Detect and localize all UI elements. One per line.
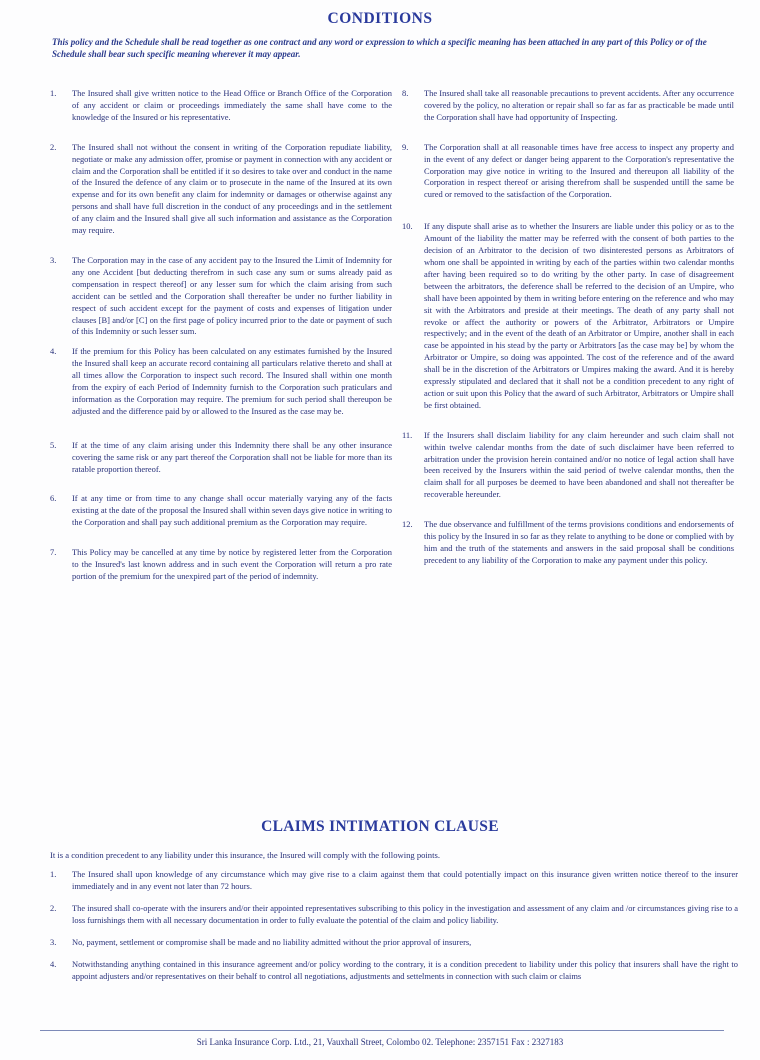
condition-text: If at the time of any claim arising under this Indemnity there shall be any other insurance covering the same risk or any part thereof the Corporation shall not be liable for more than its ratable proportion thereof. — [72, 439, 392, 474]
claims-number: 1. — [50, 869, 57, 879]
condition-number: 11. — [402, 429, 413, 440]
condition-text: The Insured shall not without the consent in writing of the Corporation repudiate liability, negotiate or make any admission offer, promise or payment in connection with any accident or claim and the Corporation shall be entitled if it so desires to take over and conduct in the name of the Insured the defence of any claim or to prosecute in the name of the Insured at its own expense and for its own benefit any claim for indemnity or damages or otherwise against any persons and shall have full discretion in the conduct of any proceedings and in the settlement of any claim and the Insured shall give all such information and assistance as the Corporation may require. — [72, 141, 392, 236]
condition-item — [50, 142, 392, 237]
condition-number: 1. — [50, 88, 57, 98]
condition-text: The Corporation may in the case of any accident pay to the Insured the Limit of Indemnity for any one Accident [but deducting therefrom in such case any sum or sums already paid as compensation in respect thereof] or any lesser sum for which the claim arising from such accident can be settled and the Corporation shall thereafter be under no further liability in respect of such accident except for the payment of costs and expenses of litigation under clauses [B] and/or [C] on the first page of policy incurred prior to the date or payment of such of this Indemnity or such lesser sum. — [72, 254, 392, 337]
claims-item — [50, 936, 738, 948]
condition-item — [402, 519, 734, 567]
claims-list — [50, 868, 738, 982]
condition-item — [50, 346, 392, 417]
condition-number: 6. — [50, 493, 57, 504]
conditions-left-column — [50, 88, 392, 583]
condition-number: 7. — [50, 547, 57, 558]
condition-text: The due observance and fulfillment of the terms provisions conditions and endorsements of this policy by the Insured in so far as they relate to anything to be done or complied with by him and the truth of the statements and answers in the said proposal shall be conditions precedent to any liability of the Corporation to make any payment under this policy. — [424, 519, 735, 565]
claims-item — [50, 868, 738, 892]
condition-item — [50, 255, 392, 338]
condition-item — [50, 547, 392, 583]
condition-item — [402, 88, 734, 124]
condition-number: 10. — [402, 221, 413, 232]
condition-text: The Insured shall take all reasonable precautions to prevent accidents. After any occurrence covered by the policy, no alteration or repair shall so far as far as practicable be made until the Corporation shall have had opportunity of Inspecting. — [424, 88, 734, 122]
condition-number: 9. — [402, 141, 409, 152]
condition-text: The Insured shall give written notice to the Head Office or Branch Office of the Corporation of any accident or claim or proceedings immediately the same shall have come to the knowledge of the Insured or his representative. — [72, 88, 392, 122]
page-title: CONDITIONS — [327, 10, 433, 27]
conditions-right-column — [402, 88, 734, 567]
condition-number: 8. — [402, 88, 409, 98]
claims-intro: It is a condition precedent to any liability under this insurance, the Insured will comply with the following points. — [50, 850, 440, 860]
claims-text: The insured shall co-operate with the insurers and/or their appointed representatives subscribing to this policy in the investigation and assessment of any claim and /or circumstances giving rise to a loss furnishings them with all necessary documentation in order to fully evaluate the potential of the claim and policy liability. — [72, 903, 738, 925]
footer-divider — [40, 1030, 724, 1031]
claims-item — [50, 902, 738, 926]
condition-item — [50, 440, 392, 476]
condition-number: 5. — [50, 439, 57, 450]
claims-text: Notwithstanding anything contained in this insurance agreement and/or policy wording to the contrary, it is a condition precedent to liability under this policy that insurers shall have the right to appoint adjusters and/or representatives on their behalf to control all negotiations, adjustments and settelments in connection with such claim or claims — [72, 959, 738, 981]
condition-text: If at any time or from time to any change shall occur materially varying any of the facts existing at the date of the proposal the Insured shall within seven days give notice in writing to the Corporation and shall pay such additional premium as the Corporation may require. — [72, 493, 392, 528]
condition-item — [402, 142, 734, 202]
condition-number: 4. — [50, 346, 57, 357]
intro-paragraph: This policy and the Schedule shall be read together as one contract and any word or expression to which a specific meaning has been attached in any part of this Policy or of the Schedule shall bear such specific meaning wherever it may appear. — [52, 37, 707, 59]
claims-section-title: CLAIMS INTIMATION CLAUSE — [261, 818, 499, 835]
claims-item — [50, 958, 738, 982]
condition-item — [50, 88, 392, 124]
claims-text: The Insured shall upon knowledge of any circumstance which may give rise to a claim against them that could potentially impact on this insurance given written notice thereof to the insurer immediately and in any event not later than 72 hours. — [72, 869, 738, 891]
condition-number: 3. — [50, 254, 57, 265]
condition-text: If the Insurers shall disclaim liability for any claim hereunder and such claim shall not within twelve calendar months from the date of such disclaimer have been referred to arbitration under the provision herein contained and/or no notice of legal action shall have been received by the Insurers within the said period of twelve calendar months, then the claim shall for all purposes be deemed to have been abandoned and shall not thereafter be recoverable hereunder. — [424, 429, 734, 500]
condition-number: 2. — [50, 141, 57, 152]
condition-text: The Corporation shall at all reasonable times have free access to inspect any property and in the event of any defect or danger being apparent to the Corporation's representative the Corporation may give notice in writing to the Insured and thereupon all liability of the Corporation in respect thereof or arising therefrom shall be suspended untill the same be cured or removed to the satisfaction of the Corporation. — [424, 141, 734, 200]
claims-number: 4. — [50, 959, 57, 969]
condition-item — [402, 430, 734, 501]
condition-text: This Policy may be cancelled at any time by notice by registered letter from the Corporation to the Insured's last known address and in such event the Corporation will return a pro rate portion of the premium for the unexpired part of the period of indemnity. — [72, 547, 392, 581]
condition-item — [50, 493, 392, 529]
condition-item — [402, 221, 734, 412]
condition-number: 12. — [402, 519, 413, 530]
footer-address: Sri Lanka Insurance Corp. Ltd., 21, Vauxhall Street, Colombo 02. Telephone: 2357151 Fax : 2327183 — [196, 1037, 564, 1047]
claims-text: No, payment, settlement or compromise shall be made and no liability admitted without the prior approval of insurers, — [72, 937, 472, 947]
condition-text: If any dispute shall arise as to whether the Insurers are liable under this policy or as to the Amount of the liability the matter may be referred with the consent of both parties to the decision of an Arbitrator to the decision of two disinterested persons as Arbitrators of whom one shall be appointed in writing by each of the parties within two calendar months after having been required so to do writing by the other party. In case of disagreement between the arbitrators, the deference shall be referred to the decision of an Umpire, who shall have been appointed by them in writing before entering on the reference and who may sit with the Arbitrators and preside at their meetings. The death of any party shall not revoke or affect the authority or powers of the Arbitrator, Arbitrators or Umpire respectively; and in the event of the death of an Arbitrator or Umpire, another shall in each case be appointed in his stead by the party or Arbitrators [as the case may be] by whom the Arbitrator or Umpire, so doing was appointed. The cost of the reference and of the award shall be in the discretion of the Arbitrators or Umpires making the award. And it is hereby expressly stipulated and declared that it shall not be a condition precedent to any right of action or suit upon this Policy that the award of such Arbitrator, Arbitrators or Umpire shall be first obtained. — [424, 221, 734, 410]
claims-number: 3. — [50, 937, 57, 947]
claims-number: 2. — [50, 903, 57, 913]
condition-text: If the premium for this Policy has been calculated on any estimates furnished by the Insured the Insured shall keep an accurate record containing all particulars relative thereto and shall at all times allow the Corporation to inspect such record. The Insured shall within one month from the expiry of each Period of Indemnity furnish to the Corporation such praticulars and information as the Corporation may require. The premium for such period shall thereupon be adjusted and the difference paid by or allowed to the Insured as the case may be. — [72, 346, 392, 416]
